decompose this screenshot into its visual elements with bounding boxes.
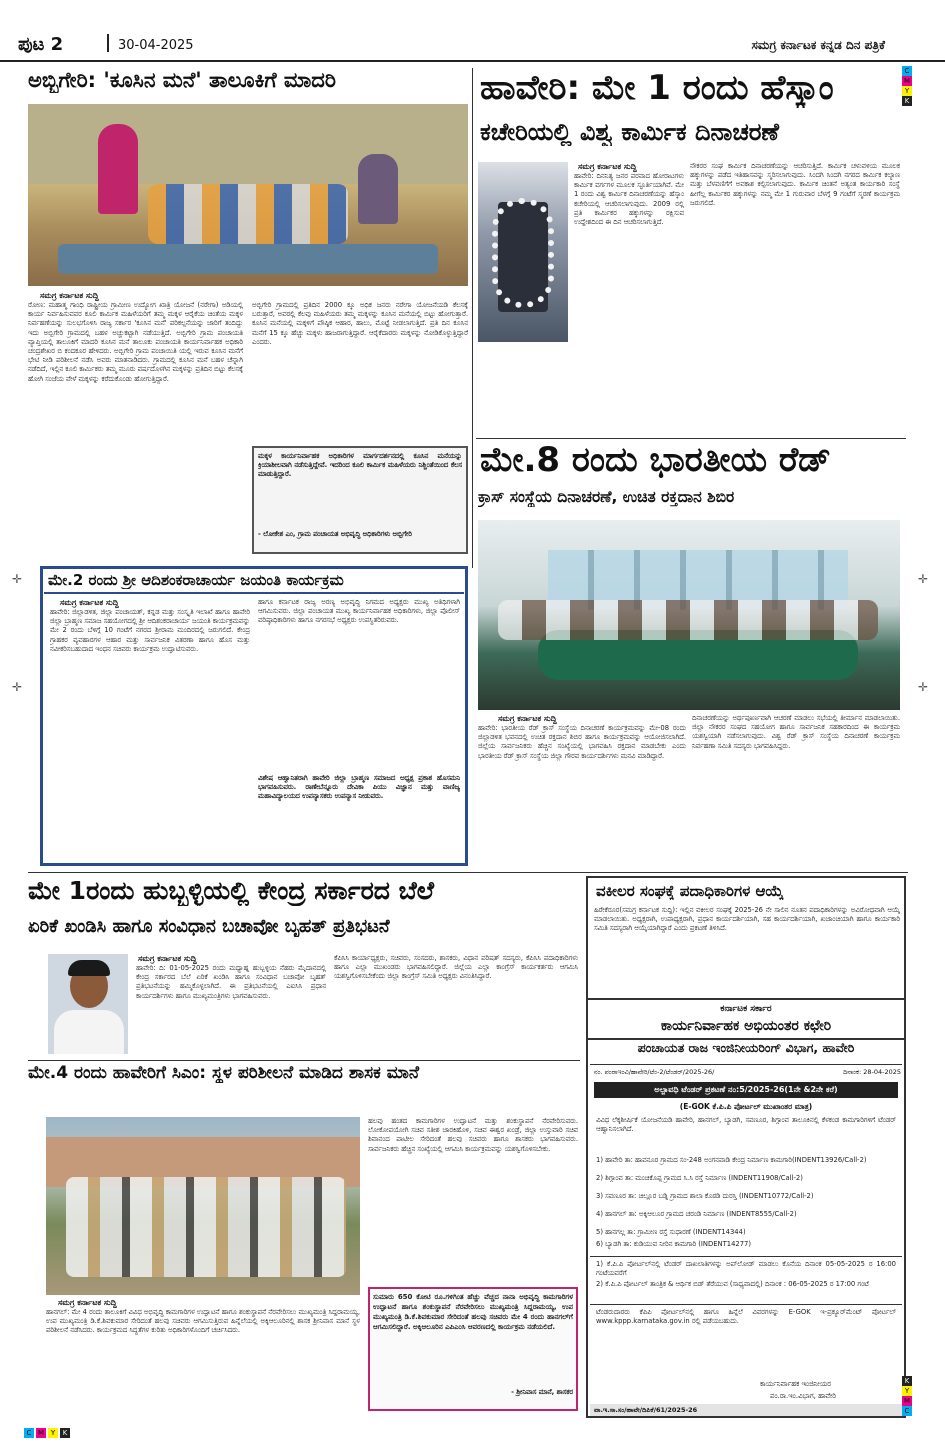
black-mark: K (60, 1428, 70, 1438)
highlight-author: - ಶ್ರೀನಿವಾಸ ಮಾನೆ, ಶಾಸಕರ (511, 1388, 573, 1396)
photo-children (148, 184, 348, 244)
article-3-body-right: ದಿನಾಚರಣೆಯನ್ನು ಅರ್ಥಪೂರ್ಣವಾಗಿ ಆಚರಣೆ ಮಾಡಲು ಸಭೆಯಲ್ಲಿ ತೀರ್ಮಾನ ಮಾಡಲಾಯಿತು. ಜಿಲ್ಲಾ ನೌಕರರ ಸಂಘದ ಸಹಯೋಗ ಹಾಗೂ ಸಾರ್ವಜನಿಕ ಸಹಕಾರದಿಂದ ಈ ಕಾರ್ಯಕ್ರಮ ಯಶಸ್ವಿಯಾಗಿ ನಡೆಸಲಾಗುವುದು. ವಿಶ್ವ ರೆಡ್ ಕ್ರಾಸ್ ಸಂಸ್ಥೆಯ ದಿನಾಚರಣೆ ಕಾರ್ಯಕ್ರಮ ನಿರ್ವಹಣಾ ಸಮಿತಿ ಸದಸ್ಯರು ಭಾಗವಹಿಸಿದ್ದರು. (692, 714, 900, 750)
photo-mat (58, 244, 438, 274)
cmyk-marks (902, 66, 912, 106)
tender-signature-dept: ಪಂ.ರಾ.ಇಂ.ವಿಭಾಗ, ಹಾವೇರಿ (770, 1392, 836, 1400)
article-5-headline: ಮೇ 1ರಂದು ಹುಬ್ಬಳ್ಳಿಯಲ್ಲಿ ಕೇಂದ್ರ ಸರ್ಕಾರದ ಬೆಲೆ (28, 876, 434, 905)
tender-works-list (596, 1156, 896, 1252)
column-rule (472, 68, 473, 568)
article-4-body-left: ಹಾವೇರಿ: ಜಿಲ್ಲಾಡಳಿತ, ಜಿಲ್ಲಾ ಪಂಚಾಯತ್, ಕನ್ನಡ ಮತ್ತು ಸಂಸ್ಕೃತಿ ಇಲಾಖೆ ಹಾಗೂ ಹಾವೇರಿ ಜಿಲ್ಲಾ ಬ್ರಾಹ್ಮಣ ಸಮಾಜ ಸಹಯೋಗದಲ್ಲಿ ಶ್ರೀ ಆದಿಶಂಕರಾಚಾರ್ಯ ಜಯಂತಿ ಕಾರ್ಯಕ್ರಮವನ್ನು ಮೇ 2 ರಂದು ಬೆಳಿಗ್ಗೆ 10 ಗಂಟೆಗೆ ನಗರದ ಶ್ರೀರಾಮ ಮಂದಿರದಲ್ಲಿ ಜರುಗಲಿದೆ. ಕೇಂದ್ರ ಗ್ರಾಹಕರ ವ್ಯವಹಾರಗಳ ಆಹಾರ ಮತ್ತು ಸಾರ್ವಜನಿಕ ವಿತರಣಾ ಹಾಗೂ ಹೊಸ ಮತ್ತು ನವೀಕರಿಸಬಹುದಾದ ಇಂಧನ ಸಚಿವರು ಕಾರ್ಯಕ್ರಮ ಉದ್ಘಾಟಿಸುವರು. (50, 608, 250, 653)
tender-office: ಕಾರ್ಯನಿರ್ವಾಹಕ ಅಭಿಯಂತರ ಕಛೇರಿ (660, 1018, 832, 1034)
registration-mark: ✛ (918, 680, 929, 694)
article-3-byline: ಸಮಗ್ರ ಕರ್ನಾಟಕ ಸುದ್ದಿ (498, 714, 557, 723)
section-rule (28, 1060, 580, 1061)
magenta-mark: M (903, 1397, 911, 1405)
tender-portal: (E-GOK ಕೆ.ಪಿ.ಪಿ ಪೋರ್ಟಲ್ ಮುಖಾಂತರ ಮಾತ್ರ) (679, 1102, 813, 1111)
article-7-headline: ಮೇ.4 ರಂದು ಹಾವೇರಿಗೆ ಸಿಎಂ: ಸ್ಥಳ ಪರಿಶೀಲನೆ ಮಾಡಿದ ಶಾಸಕ ಮಾನೆ (28, 1063, 420, 1083)
tender-rule (590, 1304, 902, 1305)
memorial-photo (478, 162, 568, 342)
article-4-byline: ಸಮಗ್ರ ಕರ್ನಾಟಕ ಸುದ್ದಿ (60, 598, 119, 607)
article-7-byline: ಸಮಗ್ರ ಕರ್ನಾಟಕ ಸುದ್ದಿ (58, 1298, 117, 1307)
cmyk-marks-side (902, 1376, 912, 1416)
photo-wall (28, 104, 468, 184)
tender-work-item: 4) ಹಾನಗಲ್ ತಾ: ಅಕ್ಕಿಆಲೂರ ಗ್ರಾಮದ ಚರಂಡಿ ನಿರ್ಮಾಣ (INDENT8555/Call-2) (596, 1210, 797, 1218)
article-5-body-left: ಹಾವೇರಿ: ದಿ: 01-05-2025 ರಂದು ಮಧ್ಯಾಹ್ನ ಹುಬ್ಬಳ್ಳಿಯ ನೆಹರು ಮೈದಾನದಲ್ಲಿ ಕೇಂದ್ರ ಸರ್ಕಾರದ ಬೆಲೆ ಏರಿಕೆ ಖಂಡಿಸಿ ಹಾಗೂ ಸಂವಿಧಾನ ಬಚಾವೋ ಬೃಹತ್ ಪ್ರತಿಭಟನೆಯನ್ನು ಹಮ್ಮಿಕೊಳ್ಳಲಾಗಿದೆ. ಈ ಪ್ರತಿಭಟನೆಯಲ್ಲಿ ಎಐಸಿಸಿ ಪ್ರಧಾನ ಕಾರ್ಯದರ್ಶಿಗಳು ಹಾಗೂ ಮುಖ್ಯಮಂತ್ರಿಗಳು ಭಾಗವಹಿಸುವರು. (136, 964, 326, 1000)
article-6-headline: ವಕೀಲರ ಸಂಘಕ್ಕೆ ಪದಾಧಿಕಾರಿಗಳ ಆಯ್ಕೆ (596, 882, 784, 900)
tender-date-item: 1) ಕೆ.ಪಿ.ಪಿ ಪೋರ್ಟಲ್‌ನಲ್ಲಿ ಟೆಂಡರ್ ದಾಖಲಾತಿಗಳನ್ನು ಅಪ್‌ಲೋಡ್ ಮಾಡಲು ಕೊನೆಯ ದಿನಾಂಕ 05-05-2025 ರ 16:00 ಗಂಟೆಯವರೆಗೆ (596, 1260, 896, 1278)
article-2-body-right: ನೌಕರರ ಸಂಘ ಕಾರ್ಮಿಕ ದಿನಾಚರಣೆಯನ್ನು ಆಚರಿಸುತ್ತಿದೆ. ಕಾರ್ಮಿಕ ಚಳುವಳಿಯ ಮೂಲಕ ಹಕ್ಕುಗಳನ್ನು ಪಡೆದ ಇತಿಹಾಸವನ್ನು ಸ್ಮರಿಸಲಾಗುವುದು. ಸಿಂದಗಿ ಸಿಂದಗಿ ನಗರದ ಕಾರ್ಮಿಕ ಕಲ್ಯಾಣ ಮತ್ತು ಬೆಳವಣಿಗೆಗೆ ಅವಕಾಶ ಕಲ್ಪಿಸಲಾಗುವುದು. ಕಾರ್ಮಿಕ ಚಿಂತನೆ ಅತ್ಯಂತ ಕಾರ್ಯಕಾರಿ ಸಂಸ್ಥೆ ಹೀಗೆಲ್ಲ ಕಾರ್ಮಿಕರ ಹಕ್ಕುಗಳನ್ನು ನಮ್ಮ ಮೇ 1 ಗುರುವಾರ ಬೆಳಗ್ಗೆ 9 ಗಂಟೆಗೆ ಸ್ಮರಣೆ ಕಾರ್ಯಕ್ರಮ ಜರುಗಲಿದೆ. (690, 162, 900, 207)
article-2-headline: ಹಾವೇರಿ: ಮೇ 1 ರಂದು ಹೆಸ್ಕಾಂ (480, 68, 834, 108)
photo-officials (66, 1177, 346, 1277)
tender-notice-title: ಅಲ್ಪಾವಧಿ ಟೆಂಡರ್ ಪ್ರಕಟಣೆ ನಂ:5/2025-26(1ನೇ &2ನೇ ಕರೆ) (594, 1082, 898, 1098)
registration-mark: ✛ (918, 572, 929, 586)
cyan-mark: C (24, 1428, 34, 1438)
portrait-hair (68, 960, 110, 976)
registration-mark: ✛ (12, 680, 23, 694)
black-mark: K (902, 96, 912, 106)
article-7-body-left: ಹಾನಗಲ್: ಮೇ 4 ರಂದು ತಾಲೂಕಿಗೆ ವಿವಿಧ ಅಭಿವೃದ್ಧಿ ಕಾಮಗಾರಿಗಳ ಉದ್ಘಾಟನೆ ಹಾಗೂ ಶಂಕುಸ್ಥಾಪನೆ ನೆರವೇರಿಸಲು ಮುಖ್ಯಮಂತ್ರಿ ಸಿದ್ದರಾಮಯ್ಯ, ಉಪ ಮುಖ್ಯಮಂತ್ರಿ ಡಿ.ಕೆ.ಶಿವಕುಮಾರ ಸೇರಿದಂತೆ ಹಲವು ಸಚಿವರು ಆಗಮಿಸುತ್ತಿರುವ ಹಿನ್ನೆಲೆಯಲ್ಲಿ ಅಕ್ಕಿಆಲೂರಿನಲ್ಲಿ ಶಾಸಕ ಶ್ರೀನಿವಾಸ ಮಾನೆ ಸ್ಥಳ ಪರಿಶೀಲನೆ ನಡೆಸಿದರು. ಕಾರ್ಯಕ್ರಮದ ಸಿದ್ಧತೆಗಳ ಕುರಿತು ಅಧಿಕಾರಿಗಳೊಂದಿಗೆ ಚರ್ಚಿಸಿದರು. (46, 1308, 360, 1335)
magenta-mark: M (37, 1429, 45, 1437)
article-3-body-left: ಹಾವೇರಿ: ಭಾರತೀಯ ರೆಡ್ ಕ್ರಾಸ್ ಸಂಸ್ಥೆಯ ದಿನಾಚರಣೆ ಕಾರ್ಯಕ್ರಮವನ್ನು ಮೇ-08 ರಂದು ಜಿಲ್ಲಾಡಳಿತ ಭವನದಲ್ಲಿ ಉಚಿತ ರಕ್ತದಾನ ಶಿಬಿರ ಹಾಗೂ ಕಾರ್ಯಕ್ರಮವನ್ನು ಆಯೋಜಿಸಲಾಗಿದೆ. ಜಿಲ್ಲೆಯ ಸಾರ್ವಜನಿಕರು ಹೆಚ್ಚಿನ ಸಂಖ್ಯೆಯಲ್ಲಿ ಭಾಗವಹಿಸಿ ರಕ್ತದಾನ ಮಾಡಬೇಕು ಎಂದು ಭಾರತೀಯ ರೆಡ್ ಕ್ರಾಸ್ ಸಂಸ್ಥೆಯ ಜಿಲ್ಲಾ ಗೌರವ ಕಾರ್ಯದರ್ಶಿಗಳು ಮನವಿ ಮಾಡಿದ್ದಾರೆ. (478, 724, 686, 760)
section-rule (28, 872, 908, 873)
cmyk-marks-bottom (24, 1428, 70, 1438)
portrait-shirt (54, 1010, 124, 1054)
tender-rule (590, 1064, 902, 1065)
article-2-subhead: ಕಚೇರಿಯಲ್ಲಿ ವಿಶ್ವ ಕಾರ್ಮಿಕ ದಿನಾಚರಣೆ (480, 118, 779, 146)
quote-author: - ಲೋಕೇಶ ಎಂ, ಗ್ರಾಮ ಪಂಚಾಯತ ಅಭಿವೃದ್ಧಿ ಅಧಿಕಾರಿಗಳು ಅಬ್ಬಿಗೇರಿ (258, 530, 412, 538)
tender-work-item: 5) ಹಾನಗಲ್ಲ ತಾ: ಗ್ರಾಮೀಣ ರಸ್ತೆ ಸುಧಾರಣೆ (INDENT14344) (596, 1228, 746, 1236)
site-visit-photo (46, 1117, 360, 1295)
section-rule (476, 438, 906, 439)
quote-text: ಮಕ್ಕಳ ಕಾರ್ಯನಿರ್ವಾಹಕ ಅಧಿಕಾರಿಗಳ ಮಾರ್ಗದರ್ಶನದಲ್ಲಿ ಕೂಸಿನ ಮನೆಯನ್ನು ಕ್ರಿಯಾಶೀಲವಾಗಿ ನಡೆಸುತ್ತಿದ್ದೇವೆ. ಇದರಿಂದ ಕೂಲಿ ಕಾರ್ಮಿಕ ಮಹಿಳೆಯರು ನಿಶ್ಚಿಂತೆಯಿಂದ ಕೆಲಸ ಮಾಡುತ್ತಿದ್ದಾರೆ. (258, 452, 462, 479)
article-3-headline: ಮೇ.8 ರಂದು ಭಾರತೀಯ ರೆಡ್ (480, 440, 831, 480)
tender-dept: ಪಂಚಾಯತ ರಾಜ ಇಂಜಿನೀಯರಿಂಗ್ ವಿಭಾಗ, ಹಾವೇರಿ (637, 1040, 855, 1055)
article-2-byline: ಸಮಗ್ರ ಕರ್ನಾಟಕ ಸುದ್ದಿ (578, 162, 637, 171)
article-4-body-right: ಹಾಗೂ ಕರ್ನಾಟಕ ರಾಜ್ಯ ಅರಣ್ಯ ಅಭಿವೃದ್ಧಿ ನಿಗಮದ ಅಧ್ಯಕ್ಷರು ಮುಖ್ಯ ಅತಿಥಿಗಳಾಗಿ ಆಗಮಿಸುವರು. ಜಿಲ್ಲಾ ಪಂಚಾಯತ ಮುಖ್ಯ ಕಾರ್ಯನಿರ್ವಾಹಕ ಅಧಿಕಾರಿಗಳು, ಜಿಲ್ಲಾ ಪೊಲೀಸ್ ವರಿಷ್ಠಾಧಿಕಾರಿಗಳು ಹಾಗೂ ನಗರಸಭೆ ಅಧ್ಯಕ್ಷರು ಉಪಸ್ಥಿತರಿರುವರು. (258, 598, 460, 625)
tender-ref: ನಂ. ಪಂರಾಇಂವಿ/ಹಾವೇರಿ/ಟೆಂ-2/ಟೆಂಡರ್/2025-26/ (594, 1068, 715, 1076)
tender-work-item: 1) ಹಾವೇರಿ ತಾ: ಹಾವನೂರ ಗ್ರಾಮದ ಸಂ-248 ಅಂಗನವಾಡಿ ಕೇಂದ್ರ ನಿರ್ಮಾಣ ಕಾಮಗಾರಿ(INDENT13926/Call-2) (596, 1156, 867, 1164)
highlight-text: ಸುಮಾರು 650 ಕೋಟಿ ರೂ.ಗಳಿಗಿಂತ ಹೆಚ್ಚು ವೆಚ್ಚದ ನಾನಾ ಅಭಿವೃದ್ಧಿ ಕಾಮಗಾರಿಗಳ ಉದ್ಘಾಟನೆ ಹಾಗೂ ಶಂಕುಸ್ಥಾಪನೆ ನೆರವೇರಿಸಲು ಮುಖ್ಯಮಂತ್ರಿ ಸಿದ್ದರಾಮಯ್ಯ, ಉಪ ಮುಖ್ಯಮಂತ್ರಿ ಡಿ.ಕೆ.ಶಿವಕುಮಾರ ಸೇರಿದಂತೆ ಹಲವು ಸಚಿವರು ಮೇ 4 ರಂದು ಹಾನಗಲ್‌ಗೆ ಆಗಮಿಸಲಿದ್ದಾರೆ. ಅಕ್ಕಿಆಲೂರಿನ ಎಪಿಎಂಸಿ ಆವರಣದಲ್ಲಿ ಕಾರ್ಯಕ್ರಮ ನಡೆಯಲಿದೆ. (373, 1293, 573, 1331)
tender-work-item: 3) ಸವಣೂರ ತಾ: ಚಿಲ್ಲೂರ ಬಡ್ನಿ ಗ್ರಾಮದ ಶಾಲಾ ಕೊಠಡಿ ದುರಸ್ತಿ (INDENT10772/Call-2) (596, 1192, 814, 1200)
article-1-quote-box (252, 446, 468, 554)
registration-mark: ✛ (12, 572, 23, 586)
masthead (0, 0, 945, 62)
tender-work-item: 2) ಶಿಗ್ಗಾಂವ ತಾ: ಮಂಚಿಕೊಪ್ಪ ಗ್ರಾಮದ ಸಿ.ಸಿ ರಸ್ತೆ ನಿರ್ಮಾಣ (INDENT11908/Call-2) (596, 1174, 803, 1182)
tender-dates (596, 1260, 896, 1300)
photo-garland (492, 198, 554, 308)
article-1-body-left: ರೋಣ: ಮಹಾತ್ಮ ಗಾಂಧಿ ರಾಷ್ಟ್ರೀಯ ಗ್ರಾಮೀಣ ಉದ್ಯೋಗ ಖಾತ್ರಿ ಯೋಜನೆ (ನರೇಗಾ) ಅಡಿಯಲ್ಲಿ ಕಾರ್ಯ ನಿರ್ವಹಿಸುವವರ ಕೂಲಿ ಕಾರ್ಮಿಕ ಮಹಿಳೆಯರಿಗೆ ತಮ್ಮ ಮಕ್ಕಳ ಆರೈಕೆಯ ಚಿಂತೆಯ ಮಕ್ಕಳ ನಿರ್ವಹಣೆಯನ್ನು ಸುಲಭಗೊಳಿಸಿ ರಾಜ್ಯ ಸರ್ಕಾರ 'ಕೂಸಿನ ಮನೆ' ಪರಿಕಲ್ಪನೆಯನ್ನು ಜಾರಿಗೆ ತಂದಿದ್ದು ಇದು ಅಬ್ಬಿಗೇರಿ ಗ್ರಾಮದಲ್ಲಿ ಬಹಳ ಅಚ್ಚುಕಟ್ಟಾಗಿ ನಡೆಯುತ್ತಿದೆ. ಅಬ್ಬಿಗೇರಿ ಗ್ರಾಮ ಪಂಚಾಯತಿ ವ್ಯಾಪ್ತಿಯಲ್ಲಿ ತಾಲೂಕಿಗೆ ಮಾದರಿ ಕೂಸಿನ ಮನೆ ತಾಲೂಕು ಪಂಚಾಯತಿ ಕಾರ್ಯನಿರ್ವಾಹಕ ಅಧಿಕಾರಿ ಚಂದ್ರಶೇಖರ ಬಿ ಕಂದಕೂರ ಹೇಳಿದರು. ಅಬ್ಬಿಗೇರಿ ಗ್ರಾಮ ಪಂಚಾಯಿತಿ ಯಲ್ಲಿ ಇರುವ ಕೂಸಿನ ಮನೆಗೆ ಭೇಟಿ ನೀಡಿ ಪರಿಶೀಲನೆ ನಡೆಸಿ ಅವರು ಮಾತನಾಡಿದರು. ಗ್ರಾಮದಲ್ಲಿ ಕೂಸಿನ ಮನೆ ಬಹಳ ಚೆನ್ನಾಗಿ ನಡೆದಿದೆ, ಇಲ್ಲಿನ ಕೂಲಿ ಕಾರ್ಮಿಕರು ತಮ್ಮ ಮೂರು ವರ್ಷದೊಳಗಿನ ಮಕ್ಕಳನ್ನು ಪ್ರತಿದಿನ ಬಿಟ್ಟು ಕೆಲಸಕ್ಕೆ ಹೋಗಿ ಸಂಜೆಯ ವೇಳೆ ಮಕ್ಕಳನ್ನು ಕರೆದುಕೊಂಡು ಹೋಗುತ್ತಿದ್ದಾರೆ. (28, 301, 243, 383)
article-5-byline: ಸಮಗ್ರ ಕರ್ನಾಟಕ ಸುದ್ದಿ (138, 954, 197, 963)
photo-caretaker (358, 154, 398, 224)
black-mark: K (902, 1376, 912, 1386)
cyan-mark: C (902, 1406, 912, 1416)
article-6-body: ಹಿರೇಕೆರೂರ(ಸಮಗ್ರ ಕರ್ನಾಟಕ ಸುದ್ದಿ): ಇಲ್ಲಿನ ವಕೀಲರ ಸಂಘಕ್ಕೆ 2025-26 ನೇ ಸಾಲಿನ ನೂತನ ಪದಾಧಿಕಾರಿಗಳನ್ನು ಅವಿರೋಧವಾಗಿ ಆಯ್ಕೆ ಮಾಡಲಾಯಿತು. ಅಧ್ಯಕ್ಷರಾಗಿ, ಉಪಾಧ್ಯಕ್ಷರಾಗಿ, ಪ್ರಧಾನ ಕಾರ್ಯದರ್ಶಿಯಾಗಿ, ಸಹ ಕಾರ್ಯದರ್ಶಿಯಾಗಿ, ಖಜಾಂಚಿಯಾಗಿ ಹಾಗೂ ಕಾರ್ಯಕಾರಿ ಸಮಿತಿ ಸದಸ್ಯರಾಗಿ ಆಯ್ಕೆಯಾಗಿದ್ದಾರೆ ಎಂದು ಪ್ರಕಟಣೆ ತಿಳಿಸಿದೆ. (594, 906, 900, 933)
article-4-headline: ಮೇ.2 ರಂದು ಶ್ರೀ ಆದಿಶಂಕರಾಚಾರ್ಯ ಜಯಂತಿ ಕಾರ್ಯಕ್ರಮ (48, 571, 344, 589)
article-1-headline: ಅಬ್ಬಿಗೇರಿ: 'ಕೂಸಿನ ಮನೆ' ತಾಲೂಕಿಗೆ ಮಾದರಿ (28, 68, 336, 92)
leader-portrait (48, 954, 128, 1054)
article-1-byline: ಸಮಗ್ರ ಕರ್ನಾಟಕ ಸುದ್ದಿ (40, 291, 99, 300)
photo-teacher (98, 124, 138, 214)
kids-photo (28, 104, 468, 286)
cyan-mark: C (902, 66, 912, 76)
article-7-highlight-box (368, 1287, 578, 1411)
magenta-mark: M (903, 77, 911, 85)
article-2-body-left: ಹಾವೇರಿ: ದಿನನಿತ್ಯ ಜನರ ಪರವಾದ ಹೋರಾಟಗಳು ಕಾರ್ಮಿಕ ವರ್ಗಗಳ ಮೂಲಕ ಸ್ಫೂರ್ತಿಯಾಗಿವೆ. ಮೇ 1 ರಂದು ವಿಶ್ವ ಕಾರ್ಮಿಕ ದಿನಾಚರಣೆಯನ್ನು ಹೆಸ್ಕಾಂ ಕಚೇರಿಯಲ್ಲಿ ಆಚರಿಸಲಾಗುವುದು. 2009 ರಲ್ಲಿ ಪ್ರತಿ ಕಾರ್ಮಿಕರ ಹಕ್ಕುಗಳನ್ನು ರಕ್ಷಿಸುವ ಉದ್ದೇಶದಿಂದ ಈ ದಿನ ಆಚರಿಸಲಾಗುತ್ತಿದೆ. (574, 172, 684, 227)
tender-work-item: 6) ಬ್ಯಾಡಗಿ ತಾ: ಕುಡಿಯುವ ನೀರಿನ ಕಾಮಗಾರಿ (INDENT14277) (596, 1240, 752, 1248)
article-4-note: ವಿಶೇಷ ಆಹ್ವಾನಿತರಾಗಿ ಹಾವೇರಿ ಜಿಲ್ಲಾ ಬ್ರಾಹ್ಮಣ ಸಮಾಜದ ಅಧ್ಯಕ್ಷ ಪ್ರಕಾಶ ಹೊಸಮನಿ ಭಾಗವಹಿಸುವರು. ರಾಣೇಬೆನ್ನೂರು ದೇವಿಕಾ ಪಿಯು ವಿಜ್ಞಾನ ಮತ್ತು ವಾಣಿಜ್ಯ ಮಹಾವಿದ್ಯಾಲಯದ ಉಪನ್ಯಾಸಕರು ಉಪನ್ಯಾಸ ನೀಡುವರು. (258, 774, 460, 801)
tender-dip-code: ವಾ.ಇ.ಸಾ.ಸಂ/ಹಾವೇ/ದಿಪಿಕೆ/61/2025-26 (590, 1404, 902, 1416)
meeting-photo (478, 520, 900, 710)
tender-intro: ವಿವಿಧ ಲೆಕ್ಕಶೀರ್ಷಿಕೆ ಯೋಜನೆಯಡಿ ಹಾವೇರಿ, ಹಾನಗಲ್, ಬ್ಯಾಡಗಿ, ಸವಣೂರ, ಶಿಗ್ಗಾಂವ ತಾಲೂಕಿನಲ್ಲಿ ಕೆಳಕಂಡ ಕಾಮಗಾರಿಗಳಿಗೆ ಟೆಂಡರ್ ಆಹ್ವಾನಿಸಲಾಗಿದೆ. (596, 1116, 896, 1134)
article-5-body-right: ಕೆಪಿಸಿಸಿ ಕಾರ್ಯಾಧ್ಯಕ್ಷರು, ಸಚಿವರು, ಸಂಸದರು, ಶಾಸಕರು, ವಿಧಾನ ಪರಿಷತ್ ಸದಸ್ಯರು, ಕೆಪಿಸಿಸಿ ಪದಾಧಿಕಾರಿಗಳು ಹಾಗೂ ಎಲ್ಲಾ ಮುಖಂಡರು ಭಾಗವಹಿಸಲಿದ್ದಾರೆ. ಜಿಲ್ಲೆಯ ಎಲ್ಲಾ ಕಾಂಗ್ರೆಸ್ ಕಾರ್ಯಕರ್ತರು ಆಗಮಿಸಿ ಯಶಸ್ವಿಗೊಳಿಸಬೇಕೆಂದು ಜಿಲ್ಲಾ ಕಾಂಗ್ರೆಸ್ ಸಮಿತಿ ಅಧ್ಯಕ್ಷರು ವಿನಂತಿಸಿದ್ದಾರೆ. (334, 954, 578, 981)
article-1-body-right: ಅಬ್ಬಿಗೇರಿ ಗ್ರಾಮದಲ್ಲಿ ಪ್ರತಿದಿನ 2000 ಕ್ಕೂ ಅಧಿಕ ಜನರು ನರೇಗಾ ಯೋಜನೆಯಡಿ ಕೆಲಸಕ್ಕೆ ಬರುತ್ತಾರೆ, ಅವರಲ್ಲಿ ಕೆಲವು ಮಹಿಳೆಯರು ತಮ್ಮ ಮಕ್ಕಳನ್ನು ಕೂಸಿನ ಮನೆಯಲ್ಲಿ ಬಿಟ್ಟು ಹೋಗುತ್ತಾರೆ. ಕೂಸಿನ ಮನೆಯಲ್ಲಿ ಮಕ್ಕಳಿಗೆ ಪೌಷ್ಠಿಕ ಆಹಾರ, ಹಾಲು, ಮೊಟ್ಟೆ ನೀಡಲಾಗುತ್ತಿದೆ. ಪ್ರತಿ ದಿನ ಕೂಸಿನ ಮನೆಗೆ 15 ಕ್ಕೂ ಹೆಚ್ಚು ಮಕ್ಕಳು ಹಾಜರಾಗುತ್ತಿದ್ದಾರೆ. ಆರೈಕೆದಾರರು ಮಕ್ಕಳನ್ನು ನೋಡಿಕೊಳ್ಳುತ್ತಿದ್ದಾರೆ ಎಂದರು. (252, 301, 468, 346)
article-3-subhead: ಕ್ರಾಸ್ ಸಂಸ್ಥೆಯ ದಿನಾಚರಣೆ, ಉಚಿತ ರಕ್ತದಾನ ಶಿಬಿರ (478, 488, 735, 506)
article-7-body-right: ಹಲವು ಹಂತದ ಕಾಮಗಾರಿಗಳ ಉದ್ಘಾಟನೆ ಮತ್ತು ಶಂಕುಸ್ಥಾಪನೆ ನೆರವೇರಿಸುವರು. ಲೋಕೋಪಯೋಗಿ ಸಚಿವ ಸತೀಶ ಜಾರಕಿಹೊಳಿ, ಸಚಿವ ಈಶ್ವರ ಖಂಡ್ರೆ, ಜಿಲ್ಲಾ ಉಸ್ತುವಾರಿ ಸಚಿವ ಶಿವಾನಂದ ಪಾಟೀಲ ಸೇರಿದಂತೆ ಹಲವು ಸಚಿವರು ಹಾಗೂ ಶಾಸಕರು ಭಾಗವಹಿಸುವರು. ಸಾರ್ವಜನಿಕರು ಹೆಚ್ಚಿನ ಸಂಖ್ಯೆಯಲ್ಲಿ ಆಗಮಿಸಿ ಕಾರ್ಯಕ್ರಮವನ್ನು ಯಶಸ್ವಿಗೊಳಿಸಬೇಕು. (368, 1117, 578, 1153)
page-number: ಪುಟ 2 (18, 34, 64, 55)
yellow-mark: Y (902, 1386, 912, 1396)
tender-footer: ಟೆಂಡರುದಾರರು ಕೆಪಿಪಿ ಪೋರ್ಟಲ್‌ನಲ್ಲಿ ಹಾಗೂ ಹಿನ್ನೆಲೆ ವಿವರಗಳನ್ನು E-GOK ಇ-ಪ್ರಕ್ಯೂರ್‌ಮೆಂಟ್ ಪೋರ್ಟಲ್ www.kppp.karnataka.gov.in ರಲ್ಲಿ ಪಡೆಯಬಹುದು. (596, 1308, 896, 1326)
yellow-mark: Y (902, 86, 912, 96)
issue-date: 30-04-2025 (118, 38, 194, 53)
article-4-rule (44, 592, 464, 594)
divider (107, 34, 109, 52)
tender-signature: ಕಾರ್ಯನಿರ್ವಾಹಕ ಇಂಜಿನೀಯರ (760, 1380, 831, 1388)
photo-people (498, 600, 878, 640)
tender-rule (590, 1256, 902, 1257)
tender-date-item: 2) ಕೆ.ಪಿ.ಪಿ ಪೋರ್ಟಲ್ ತಾಂತ್ರಿಕ & ಆರ್ಥಿಕ ಬಿಡ್ ತೆರೆಯುವ (ಸಾಧ್ಯವಾದಲ್ಲಿ) ದಿನಾಂಕ : 06-05-2025 ರ 17:00 ಗಂಟೆ (596, 1280, 869, 1288)
paper-tagline: ಸಮಗ್ರ ಕರ್ನಾಟಕ ಕನ್ನಡ ದಿನ ಪತ್ರಿಕೆ (751, 38, 885, 52)
article-5-subhead: ಏರಿಕೆ ಖಂಡಿಸಿ ಹಾಗೂ ಸಂವಿಧಾನ ಬಚಾವೋ ಬೃಹತ್ ಪ್ರತಿಭಟನೆ (28, 916, 390, 937)
tender-gov: ಕರ್ನಾಟಕ ಸರ್ಕಾರ (720, 1004, 772, 1014)
yellow-mark: Y (48, 1428, 58, 1438)
tender-date: ದಿನಾಂಕ: 28-04-2025 (843, 1068, 901, 1076)
